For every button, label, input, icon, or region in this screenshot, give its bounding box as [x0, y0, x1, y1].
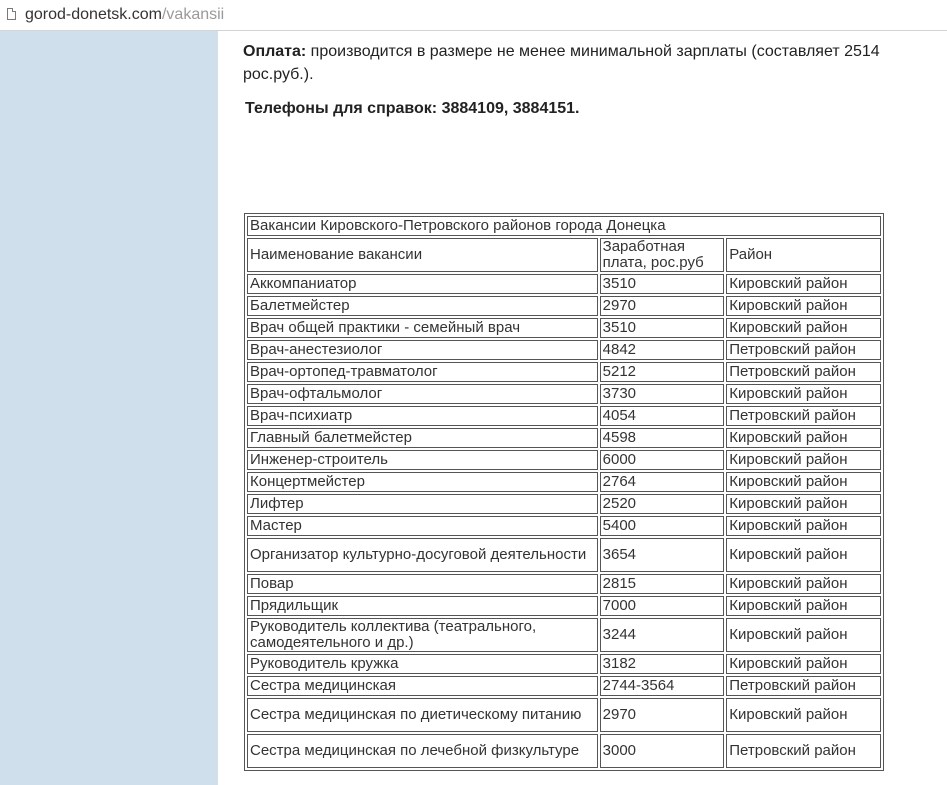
table-row	[247, 318, 881, 338]
url-host: gorod-donetsk.com	[25, 6, 162, 23]
table-row	[247, 734, 881, 768]
district-cell: Кировский район	[726, 296, 881, 316]
payment-paragraph	[243, 40, 923, 86]
url-text[interactable]	[25, 6, 224, 24]
salary-cell: 5400	[600, 516, 725, 536]
district-cell: Кировский район	[726, 538, 881, 572]
district-cell: Петровский район	[726, 734, 881, 768]
district-cell: Кировский район	[726, 618, 881, 652]
table-row	[247, 428, 881, 448]
table-caption: Вакансии Кировского-Петровского районов города Донецка	[247, 216, 881, 236]
vacancy-cell: Прядильщик	[247, 596, 598, 616]
vacancy-cell: Аккомпаниатор	[247, 274, 598, 294]
district-cell: Кировский район	[726, 516, 881, 536]
salary-cell: 2815	[600, 574, 725, 594]
salary-cell: 2970	[600, 698, 725, 732]
table-row	[247, 698, 881, 732]
vacancy-cell: Сестра медицинская	[247, 676, 598, 696]
vacancy-cell: Сестра медицинская по диетическому питанию	[247, 698, 598, 732]
vacancy-cell: Врач-психиатр	[247, 406, 598, 426]
payment-text: производится в размере не менее минимальной зарплаты (составляет 2514 рос.руб.).	[243, 43, 880, 83]
district-cell: Петровский район	[726, 362, 881, 382]
district-cell: Петровский район	[726, 406, 881, 426]
table-row	[247, 450, 881, 470]
salary-cell: 5212	[600, 362, 725, 382]
salary-cell: 3244	[600, 618, 725, 652]
salary-cell: 2520	[600, 494, 725, 514]
header-vacancy: Наименование вакансии	[247, 238, 598, 272]
vacancy-cell: Руководитель коллектива (театрального, самодеятельного и др.)	[247, 618, 598, 652]
header-salary: Заработная плата, рос.руб	[600, 238, 725, 272]
district-cell: Кировский район	[726, 450, 881, 470]
salary-cell: 3182	[600, 654, 725, 674]
table-row	[247, 618, 881, 652]
vacancy-cell: Концертмейстер	[247, 472, 598, 492]
salary-cell: 6000	[600, 450, 725, 470]
table-caption-row	[247, 216, 881, 236]
district-cell: Кировский район	[726, 494, 881, 514]
table-row	[247, 574, 881, 594]
district-cell: Кировский район	[726, 472, 881, 492]
salary-cell: 4842	[600, 340, 725, 360]
district-cell: Кировский район	[726, 574, 881, 594]
table-row	[247, 516, 881, 536]
phones-paragraph: Телефоны для справок: 3884109, 3884151.	[245, 100, 580, 117]
table-row	[247, 340, 881, 360]
vacancy-cell: Лифтер	[247, 494, 598, 514]
vacancy-cell: Врач-анестезиолог	[247, 340, 598, 360]
table-row	[247, 596, 881, 616]
table-row	[247, 494, 881, 514]
salary-cell: 3510	[600, 318, 725, 338]
table-row	[247, 676, 881, 696]
salary-cell: 3510	[600, 274, 725, 294]
salary-cell: 2764	[600, 472, 725, 492]
main-content	[218, 31, 947, 785]
vacancy-cell: Инженер-строитель	[247, 450, 598, 470]
vacancy-cell: Врач общей практики - семейный врач	[247, 318, 598, 338]
table-header-row	[247, 238, 881, 272]
district-cell: Кировский район	[726, 654, 881, 674]
page-icon	[7, 8, 16, 20]
vacancy-cell: Врач-офтальмолог	[247, 384, 598, 404]
vacancy-cell: Врач-ортопед-травматолог	[247, 362, 598, 382]
salary-cell: 7000	[600, 596, 725, 616]
vacancy-cell: Мастер	[247, 516, 598, 536]
district-cell: Кировский район	[726, 274, 881, 294]
table-row	[247, 384, 881, 404]
vacancy-cell: Балетмейстер	[247, 296, 598, 316]
vacancies-table	[244, 213, 884, 771]
vacancy-cell: Руководитель кружка	[247, 654, 598, 674]
district-cell: Кировский район	[726, 428, 881, 448]
salary-cell: 2744-3564	[600, 676, 725, 696]
district-cell: Кировский район	[726, 318, 881, 338]
left-sidebar	[0, 31, 218, 785]
vacancy-cell: Сестра медицинская по лечебной физкультуре	[247, 734, 598, 768]
salary-cell: 3730	[600, 384, 725, 404]
district-cell: Кировский район	[726, 596, 881, 616]
url-path: /vakansii	[161, 6, 225, 23]
table-row	[247, 274, 881, 294]
salary-cell: 4598	[600, 428, 725, 448]
district-cell: Кировский район	[726, 698, 881, 732]
salary-cell: 4054	[600, 406, 725, 426]
salary-cell: 3000	[600, 734, 725, 768]
table-row	[247, 538, 881, 572]
district-cell: Петровский район	[726, 340, 881, 360]
table-row	[247, 654, 881, 674]
table-row	[247, 362, 881, 382]
vacancy-cell: Повар	[247, 574, 598, 594]
district-cell: Кировский район	[726, 384, 881, 404]
salary-cell: 3654	[600, 538, 725, 572]
address-bar[interactable]	[0, 0, 947, 31]
salary-cell: 2970	[600, 296, 725, 316]
header-district: Район	[726, 238, 881, 272]
table-row	[247, 472, 881, 492]
district-cell: Петровский район	[726, 676, 881, 696]
table-row	[247, 406, 881, 426]
vacancy-cell: Организатор культурно-досуговой деятельности	[247, 538, 598, 572]
payment-label: Оплата:	[243, 43, 307, 60]
table-row	[247, 296, 881, 316]
vacancy-cell: Главный балетмейстер	[247, 428, 598, 448]
